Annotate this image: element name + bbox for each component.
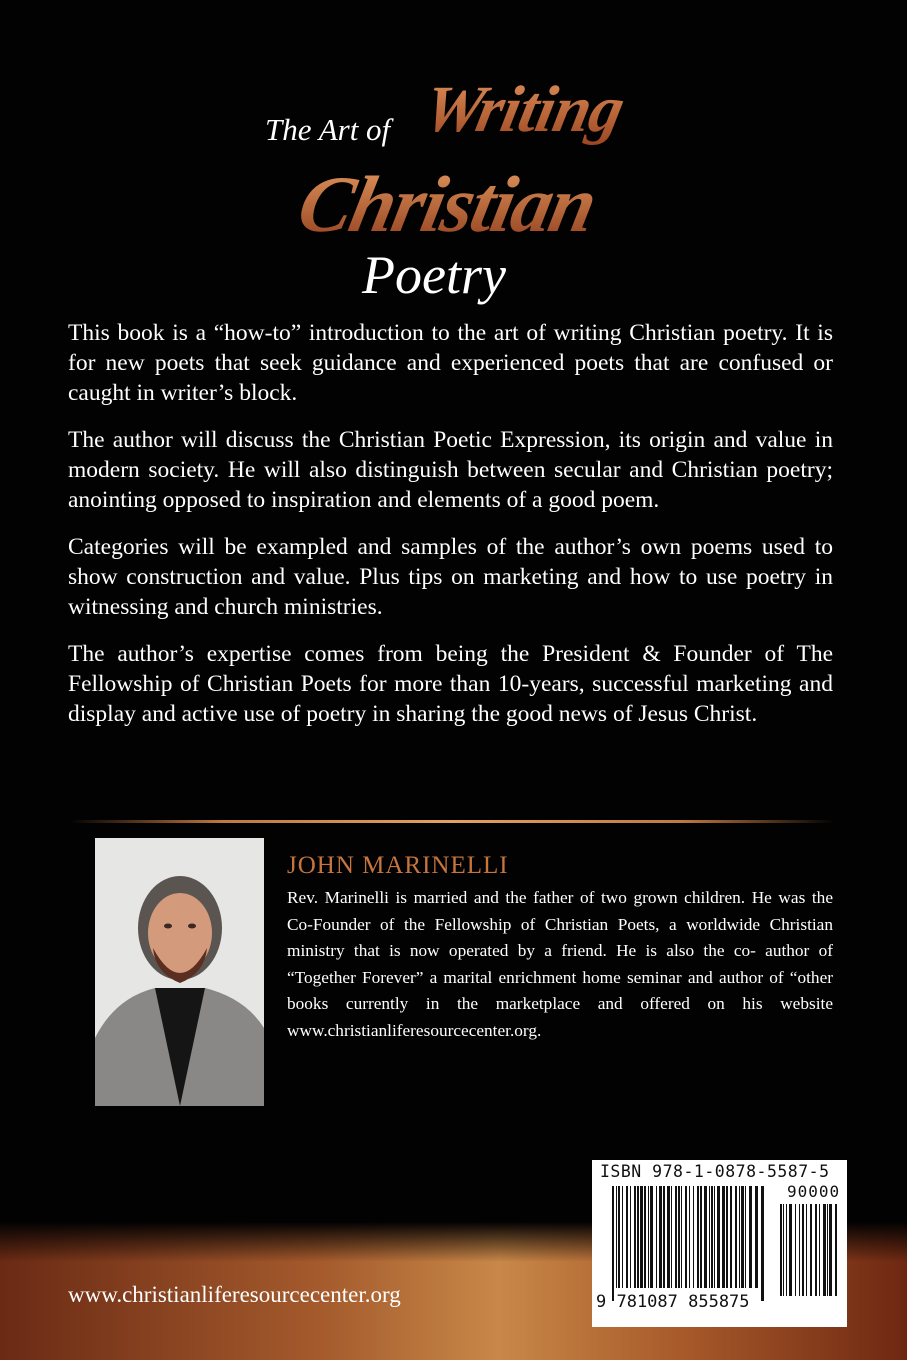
barcode-bar [745,1186,746,1288]
barcode-bars [612,1186,844,1306]
barcode-bar [656,1186,657,1288]
barcode-bar [780,1204,782,1296]
barcode-bar [622,1186,623,1288]
barcode-bar [749,1186,752,1288]
barcode-bar [709,1186,710,1288]
barcode-bar [806,1204,807,1296]
barcode-bar [637,1186,639,1288]
book-title [0,0,907,310]
barcode-bar [634,1186,636,1288]
barcode-bar [755,1186,758,1288]
barcode-bar [616,1186,617,1288]
barcode-bar [711,1186,713,1288]
barcode-bar [730,1186,732,1288]
barcode-bar [612,1186,614,1301]
barcode-bar [799,1204,800,1296]
barcode-bar [815,1204,817,1296]
barcode-digits: 9 781087 855875 [596,1292,750,1312]
description-paragraph: This book is a “how-to” introduction to the art of writing Christian poetry. It is for new poets that seek guidance and experienced poets that are confused or caught in writer’s block. [68,320,833,406]
barcode-bar [689,1186,690,1288]
book-description [68,318,833,746]
barcode-bar [678,1186,680,1288]
barcode-bar [795,1204,796,1296]
title-christian: Christian [290,161,603,249]
barcode-bar [675,1186,677,1288]
barcode-bar [819,1204,820,1296]
barcode-bar [761,1186,764,1301]
description-paragraph: The author’s expertise comes from being the President & Founder of The Fellowship of Christian Poets for more than 10-years, successful marketing and display and active use of poetry in sharing the good news of Jesus Christ. [68,641,833,727]
divider [70,820,835,823]
barcode-bar [700,1186,702,1288]
barcode-bar [697,1186,699,1288]
barcode-bar [717,1186,720,1288]
barcode-bar [726,1186,728,1288]
author-photo [95,838,264,1106]
barcode-bar [626,1186,628,1288]
barcode-bar [739,1186,740,1288]
barcode-bar [735,1186,737,1288]
barcode-bar [640,1186,643,1288]
title-the-art-of: The Art of [265,112,391,147]
author-name: JOHN MARINELLI [287,852,509,879]
barcode-bar [829,1204,832,1296]
title-poetry: Poetry [362,245,506,305]
barcode-bar [741,1186,744,1288]
barcode-bar [823,1204,826,1296]
barcode-bar [650,1186,653,1288]
barcode-bar [722,1186,725,1288]
barcode-bar [667,1186,670,1288]
description-paragraph: Categories will be exampled and samples of the author’s own poems used to show construction and value. Plus tips on marketing and how to use poetry in witnessing and church ministries. [68,534,833,620]
barcode-bar [810,1204,812,1296]
barcode-bar [827,1204,828,1296]
barcode-bar [786,1204,787,1296]
barcode-bar [802,1204,804,1296]
barcode-bar [618,1186,620,1288]
barcode-bar [671,1186,672,1288]
isbn-barcode [592,1160,847,1327]
barcode-bar [630,1186,631,1288]
title-writing: Writing [417,73,631,146]
description-paragraph: The author will discuss the Christian Poetic Expression, its origin and value in modern society. He will also distinguish between secular and Christian poetry; anointing opposed to inspiration and elements of a good poem. [68,427,833,513]
isbn-number: ISBN 978-1-0878-5587-5 [600,1162,830,1181]
barcode-bar [681,1186,682,1288]
author-bio: Rev. Marinelli is married and the father of two grown children. He was the Co-Founder of the Fellowship of Christian Poets, a worldwide Christian ministry that is now operated by a friend. He is also the co- author of “Together Forever” a marital enrichment home seminar and author of “other books currently in the marketplace and offered on his website www.christianliferesourcecenter.org. [287,888,833,1040]
barcode-bar [663,1186,665,1288]
barcode-bar [644,1186,646,1288]
barcode-bar [659,1186,662,1288]
barcode-bar [693,1186,694,1288]
barcode-bar [704,1186,707,1288]
barcode-bar [648,1186,649,1288]
barcode-bar [789,1204,792,1296]
footer-website: www.christianliferesourcecenter.org [68,1282,401,1307]
barcode-bar [835,1204,837,1296]
barcode-bar [685,1186,687,1288]
barcode-bar [783,1204,784,1296]
price-addon: 90000 [787,1182,841,1201]
barcode-bar [714,1186,715,1288]
